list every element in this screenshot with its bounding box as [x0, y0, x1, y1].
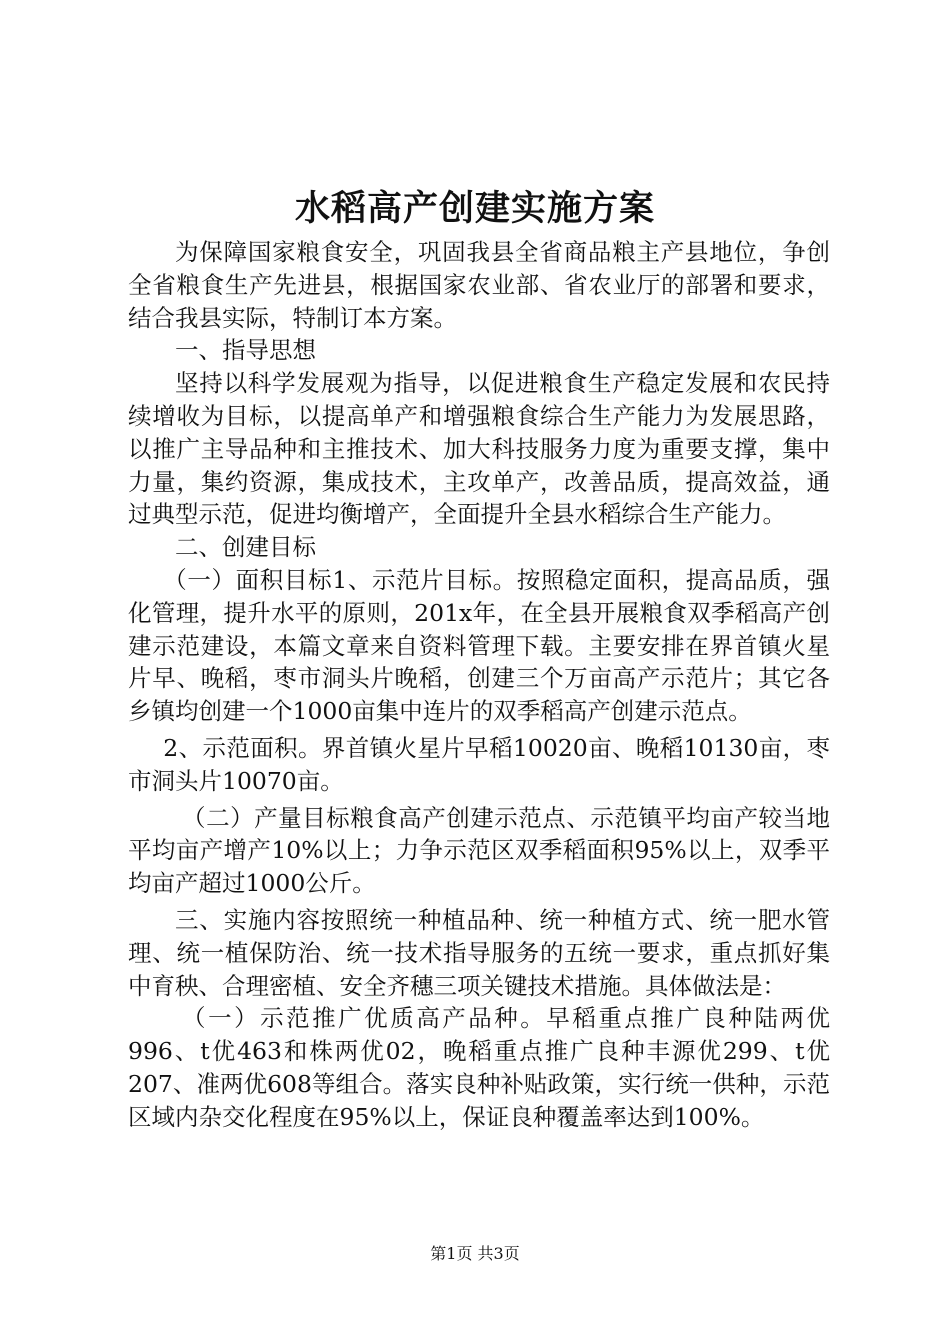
intro-paragraph: 为保障国家粮食安全，巩固我县全省商品粮主产县地位，争创全省粮食生产先进县，根据国家农业部、省农业厅的部署和要求，结合我县实际，特制订本方案。 — [128, 238, 830, 332]
implementation-paragraph: 三、实施内容按照统一种植品种、统一种植方式、统一肥水管理、统一植保防治、统一技术指导服务的五统一要求，重点抓好集中育秧、合理密植、安全齐穗三项关键技术措施。具体做法是： — [128, 905, 830, 1000]
guiding-ideology-paragraph: 坚持以科学发展观为指导，以促进粮食生产稳定发展和农民持续增收为目标，以提高单产和增强粮食综合生产能力为发展思路，以推广主导品种和主推技术、加大科技服务力度为重要支撑，集中力量，集约资源，集成技术，主攻单产，改善品质，提高效益，通过典型示范，促进均衡增产，全面提升全县水稻综合生产能力。 — [128, 369, 830, 529]
section-heading-goals: 二、创建目标 — [175, 533, 316, 562]
area-goal-paragraph: （一）面积目标1、示范片目标。按照稳定面积，提高品质，强化管理，提升水平的原则，201x年，在全县开展粮食双季稻高产创建示范建设，本篇文章来自资料管理下载。主要安排在界首镇火星片早、晚稻，枣市洞头片晚稻，创建三个万亩高产示范片；其它各乡镇均创建一个1000亩集中连片的双季稻高产创建示范点。 — [128, 565, 830, 726]
document-body — [128, 236, 830, 1134]
document-title: 水稻高产创建实施方案 — [294, 188, 655, 229]
variety-promotion-paragraph: （一）示范推广优质高产品种。早稻重点推广良种陆两优996、t优463和株两优02，晚稻重点推广良种丰源优299、t优207、准两优608等组合。落实良种补贴政策，实行统一供种，示范区域内杂交化程度在95%以上，保证良种覆盖率达到100%。 — [128, 1004, 830, 1131]
demo-area-paragraph: 2、示范面积。界首镇火星片早稻10020亩、晚稻10130亩，枣市洞头片10070亩。 — [128, 733, 830, 795]
yield-goal-paragraph: （二）产量目标粮食高产创建示范点、示范镇平均亩产较当地平均亩产增产10%以上；力争示范区双季稻面积95%以上，双季平均亩产超过1000公斤。 — [128, 803, 830, 898]
section-heading-guiding-ideology: 一、指导思想 — [175, 336, 316, 365]
page-number-footer: 第1页 共3页 — [430, 1244, 520, 1263]
